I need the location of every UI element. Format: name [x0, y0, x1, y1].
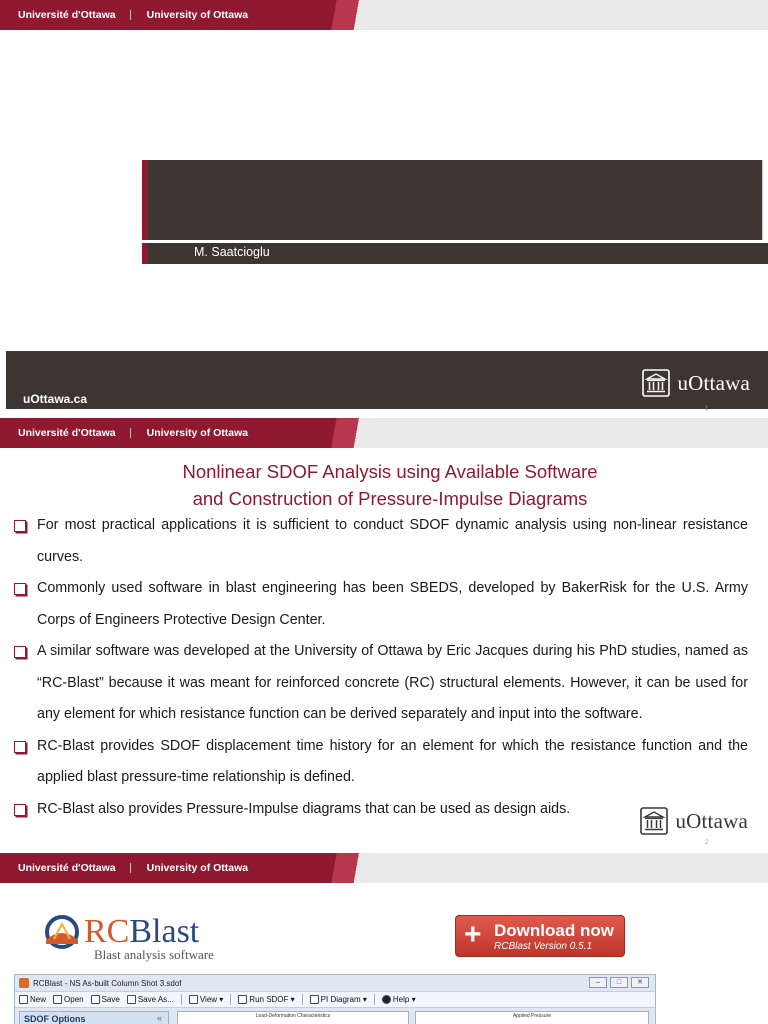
- open-button[interactable]: [53, 995, 84, 1004]
- slide-3: [0, 853, 768, 1024]
- uottawa-building-icon: [641, 368, 671, 398]
- bullet-text: Commonly used software in blast engineering has been SBEDS, developed by BakerRisk for the U.S. Army Corps of Engineers Protective Design Center.: [37, 580, 748, 628]
- help-label: Help ▾: [392, 995, 416, 1004]
- run-icon: [238, 995, 247, 1004]
- header-labels: [18, 426, 248, 440]
- applied-pressure-label: Applied Pressure: [512, 1013, 552, 1019]
- rcblast-name: [84, 915, 199, 949]
- author-name: M. Saatcioglu: [194, 245, 270, 259]
- rcblast-logo: [42, 912, 214, 962]
- collapse-chevron-icon[interactable]: «: [156, 1013, 162, 1023]
- header-bar: [0, 853, 768, 883]
- header-right-label: University of Ottawa: [146, 427, 249, 439]
- bullet-list: [12, 510, 748, 825]
- load-deformation-label: Load-Deformation Characteristics: [255, 1013, 331, 1019]
- slide-title: [0, 458, 768, 512]
- rcblast-site-header: [14, 900, 656, 973]
- header-accent: [298, 853, 768, 883]
- uottawa-logo: [639, 806, 748, 836]
- header-left-label: Université d'Ottawa: [18, 427, 116, 439]
- author-band: [142, 243, 768, 264]
- window-title: RCBlast - NS As-built Column Shot 3.sdof: [33, 978, 182, 988]
- bullet-text: RC-Blast also provides Pressure-Impulse diagrams that can be used as design aids.: [37, 800, 571, 817]
- minimize-icon[interactable]: –: [589, 977, 607, 988]
- bullet-text: For most practical applications it is sufficient to conduct SDOF dynamic analysis using non-linear resistance curves.: [37, 517, 748, 565]
- slide-title-line-1: Nonlinear SDOF Analysis using Available Software: [182, 461, 598, 482]
- monitor-icon: [189, 995, 198, 1004]
- help-icon: [382, 995, 391, 1004]
- save-label: Save: [101, 995, 120, 1004]
- window-controls: [589, 977, 649, 988]
- save-as-icon: [127, 995, 136, 1004]
- uottawa-building-icon: [639, 806, 669, 836]
- new-label: New: [30, 995, 47, 1004]
- checkbox-bullet-icon: [14, 520, 26, 532]
- checkbox-bullet-icon: [14, 804, 26, 816]
- view-menu[interactable]: [189, 995, 223, 1004]
- header-left-label: Université d'Ottawa: [18, 9, 116, 21]
- toolbar-divider: [230, 994, 231, 1005]
- footer-url: uOttawa.ca: [23, 392, 88, 406]
- footer-band: [6, 351, 768, 409]
- download-version: RCBlast Version 0.5.1: [494, 941, 593, 952]
- run-sdof-label: Run SDOF ▾: [249, 995, 295, 1004]
- help-menu[interactable]: [382, 995, 416, 1004]
- bullet-item: [12, 510, 748, 573]
- rcblast-name-blast: Blast: [129, 913, 200, 950]
- bullet-item: [12, 794, 748, 826]
- slide-title-line-2: and Construction of Pressure-Impulse Diagrams: [192, 488, 588, 509]
- window-titlebar: [15, 975, 655, 991]
- checkbox-bullet-icon: [14, 741, 26, 753]
- rcblast-tagline: Blast analysis software: [94, 947, 214, 962]
- pi-diagram-menu[interactable]: [310, 995, 367, 1004]
- rcblast-app-window: [14, 974, 656, 1024]
- header-separator: [130, 863, 131, 873]
- grid-icon: [310, 995, 319, 1004]
- title-box: [142, 160, 763, 240]
- checkbox-bullet-icon: [14, 646, 26, 658]
- toolbar-divider: [181, 994, 182, 1005]
- slide-1: [0, 0, 768, 414]
- header-bar: [0, 418, 768, 448]
- header-accent: [298, 418, 768, 448]
- header-left-label: Université d'Ottawa: [18, 862, 116, 874]
- view-label: View ▾: [199, 995, 224, 1004]
- open-label: Open: [64, 995, 84, 1004]
- maximize-icon[interactable]: □: [610, 977, 628, 988]
- uottawa-logo: [641, 368, 750, 398]
- header-accent: [298, 0, 768, 30]
- slide-2: [0, 418, 768, 850]
- checkbox-bullet-icon: [14, 583, 26, 595]
- bullet-item: [12, 573, 748, 636]
- bullet-item: [12, 636, 748, 731]
- download-now-button[interactable]: [455, 915, 625, 957]
- save-as-button[interactable]: [127, 995, 174, 1004]
- sdof-options-label: SDOF Options: [24, 1014, 86, 1024]
- applied-pressure-pane: [415, 1011, 649, 1024]
- blast-ring-icon: [42, 912, 82, 952]
- save-icon: [91, 995, 100, 1004]
- load-deformation-pane: [177, 1011, 409, 1024]
- new-file-icon: [19, 995, 28, 1004]
- app-toolbar: [15, 991, 655, 1008]
- toolbar-divider: [374, 994, 375, 1005]
- save-as-label: Save As...: [137, 995, 174, 1004]
- header-separator: [130, 10, 131, 20]
- app-panes: [15, 1008, 655, 1024]
- run-sdof-menu[interactable]: [238, 995, 294, 1004]
- open-folder-icon: [53, 995, 62, 1004]
- header-right-label: University of Ottawa: [146, 9, 249, 21]
- bullet-item: [12, 731, 748, 794]
- toolbar-divider: [302, 994, 303, 1005]
- bullet-text: A similar software was developed at the University of Ottawa by Eric Jacques during his PhD studies, named as “RC-Blast” because it was meant for reinforced concrete (RC) structural elements. However, it can be used for any element for which resistance function can be derived separately and input into the software.: [37, 643, 748, 722]
- header-labels: [18, 861, 248, 875]
- bullet-text: RC-Blast provides SDOF displacement time history for an element for which the resistance function and the applied blast pressure-time relationship is defined.: [37, 737, 748, 785]
- plus-icon: +: [464, 918, 482, 951]
- save-button[interactable]: [91, 995, 120, 1004]
- header-right-label: University of Ottawa: [146, 862, 249, 874]
- download-label: Download now: [494, 921, 614, 940]
- new-button[interactable]: [19, 995, 46, 1004]
- header-labels: [18, 8, 248, 22]
- page-number: 1: [705, 406, 709, 412]
- header-bar: [0, 0, 768, 30]
- uottawa-wordmark: uOttawa: [675, 808, 748, 833]
- rcblast-name-rc: RC: [84, 913, 130, 950]
- sdof-options-panel[interactable]: [19, 1011, 169, 1024]
- header-separator: [130, 428, 131, 438]
- uottawa-wordmark: uOttawa: [677, 370, 750, 395]
- pi-diagram-label: PI Diagram ▾: [320, 995, 367, 1004]
- app-icon: [19, 978, 29, 988]
- page-number: 2: [705, 840, 709, 846]
- close-icon[interactable]: ✕: [631, 977, 649, 988]
